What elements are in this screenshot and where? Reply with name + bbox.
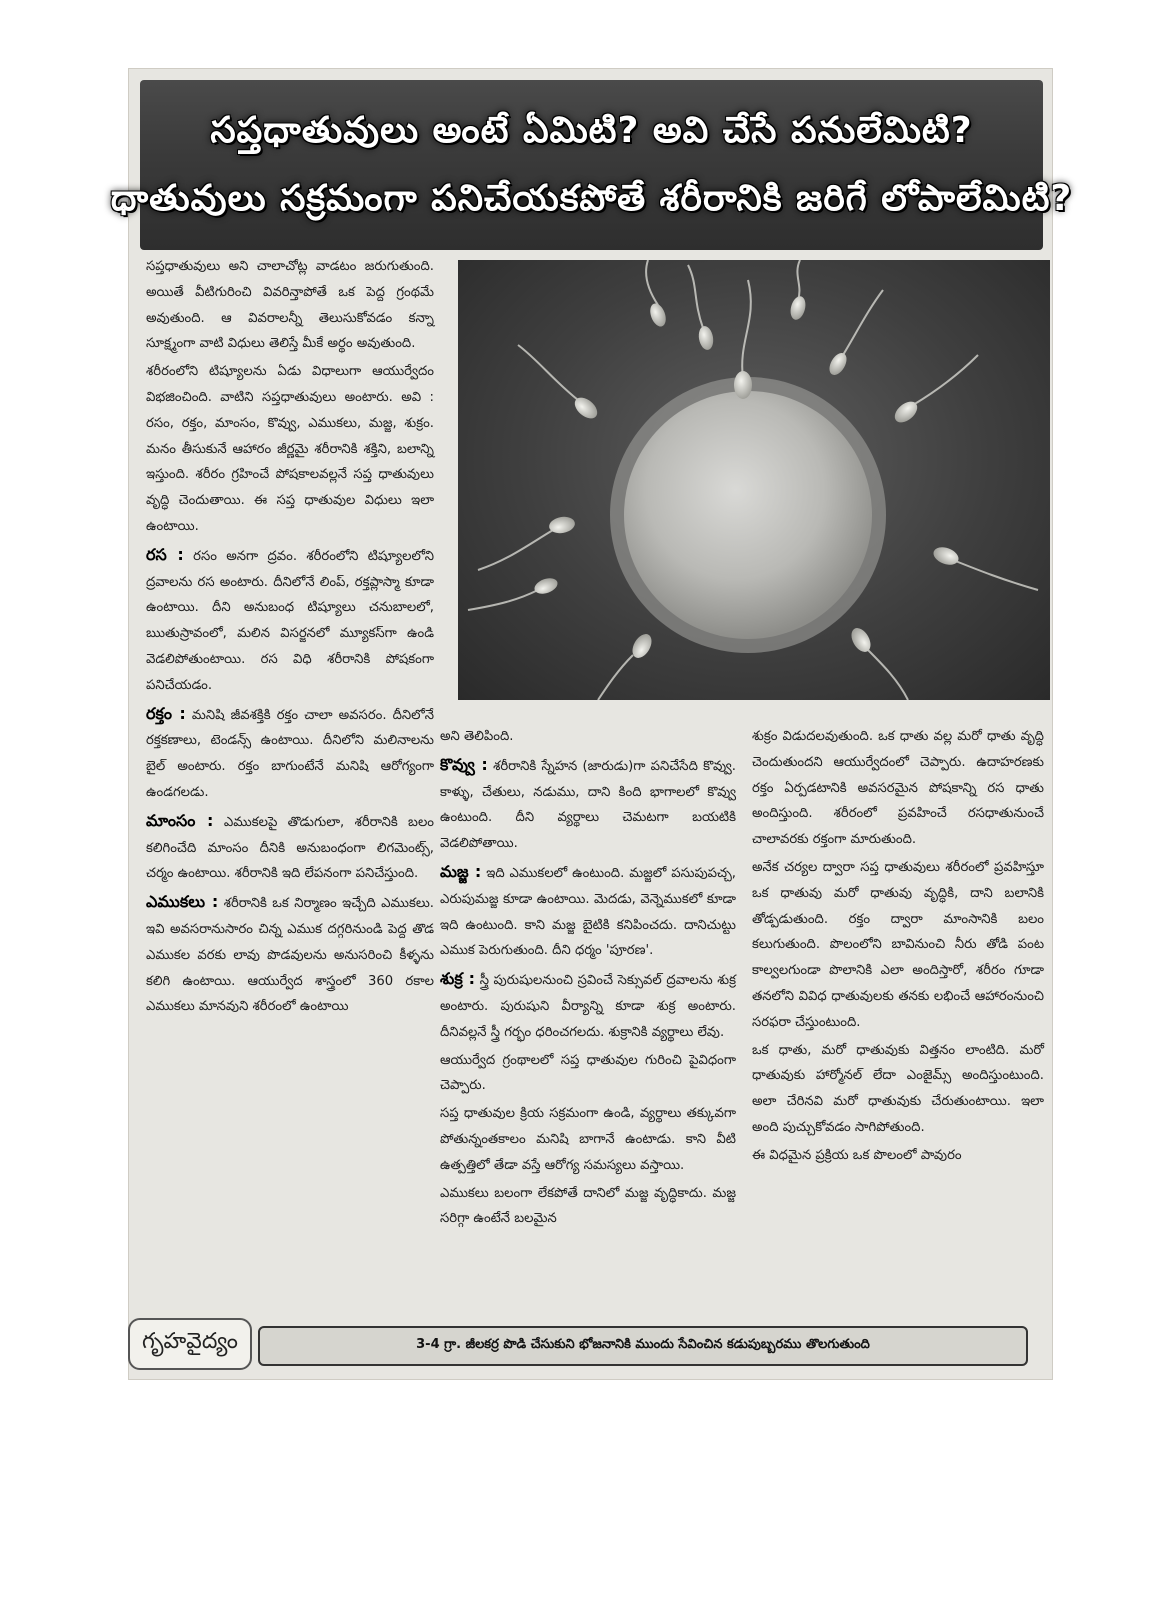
intro-paragraph: సప్తధాతువులు అని చాలాచోట్ల వాడటం జరుగుతుంది. అయితే వీటిగురించి వివరిన్తాపోతే ఒక పెద్ద గ్రంథమే అవుతుంది. ఆ వివరాలన్నీ తెలుసుకోవడం కన్నా సూక్ష్మంగా వాటి విధులు తెలిస్తే మీకే అర్థం అవుతుంది. (146, 259, 434, 352)
section-lead: కొవ్వు : (440, 754, 488, 774)
section-label: గృహవైద్యం (128, 1318, 252, 1370)
paragraph: శుక్రం విడుదలవుతుంది. ఒక ధాతు వల్ల మరో ధాతు వృద్ధి చెందుతుందని ఆయుర్వేదంలో చెప్పారు. ఉదాహరణకు రక్తం ఏర్పడటానికి అవసరమైన పోషకాన్ని రస ధాతు అందిస్తుంది. శరీరంలో ప్రవహించే రసధాతునుంచే చాలావరకు రక్తంగా మారుతుంది. (752, 729, 1044, 848)
article-column-3 (752, 724, 1044, 1171)
section-lead: రక్తం : (146, 703, 186, 723)
section-shukra (440, 966, 736, 1045)
section-text: ఎముకలపై తొడుగులా, శరీరానికి బలం కలిగించేది మాంసం దీనికి అనుబంధంగా లిగమెంట్స్, చర్మం ఉంటాయి. శరీరానికి ఇది లేపనంగా పనిచేస్తుంది. (146, 814, 434, 882)
section-rasa (146, 542, 434, 699)
section-lead: శుక్ర : (440, 969, 476, 989)
section-lead: రస : (146, 544, 184, 564)
paragraph: ఈ విధమైన ప్రక్రియ ఒక పొలంలో పావురం (752, 1147, 962, 1163)
egg-sperm-illustration (458, 260, 1050, 700)
section-text: రసం అనగా ద్రవం. శరీరంలోని టిష్యూలలోని ద్రవాలను రస అంటారు. దీనిలోనే లింప్, రక్తప్లాస్మా కూడా ఉంటాయి. దీని అనుబంధ టిష్యూలు చనుబాలలో, ఋతుస్రావంలో, మలిన విసర్జనలో మ్యూకస్‌గా ఉండి వెడలిపోతుంటాయి. రస విధి శరీరానికి పోషకంగా పనిచేయడం. (146, 548, 434, 693)
section-raktam (146, 701, 434, 806)
section-text: స్త్రీ పురుషులనుంచి స్రవించే సెక్సువల్ ద్రవాలను శుక్ర అంటారు. పురుషుని వీర్యాన్ని కూడా శుక్ర అంటారు. దీనివల్లనే స్త్రీ గర్భం ధరించగలదు. శుక్రానికి వ్యర్థాలు లేవు. (440, 973, 736, 1040)
article-column-1 (146, 254, 434, 1022)
article-column-2 (440, 724, 736, 1234)
paragraph: అనేక చర్యల ద్వారా సప్త ధాతువులు శరీరంలో ప్రవహిస్తూ ఒక ధాతువు మరో ధాతువు వృద్ధికి, దాని బలానికి తోడ్పడుతుంది. రక్తం ద్వారా మాంసానికి బలం కలుగుతుంది. పొలంలోని బావినుంచి నీరు తోడి పంట కాల్వలగుండా పొలానికి ఎలా అందిస్తారో, శరీరం గూడా తనలోని వివిధ ధాతువులకు తనకు లభించే ఆహారంనుంచి సరఫరా చేస్తుంటుంది. (752, 859, 1044, 1030)
egg-icon (624, 391, 872, 639)
section-emukalu (146, 889, 434, 1020)
section-lead: మాంసం : (146, 810, 214, 830)
paragraph: శరీరంలోని టిష్యూలను ఏడు విధాలుగా ఆయుర్వేదం విభజించింది. వాటిని సప్తధాతువులు అంటారు. అవి : రసం, రక్తం, మాంసం, కొవ్వు, ఎముకలు, మజ్జ, శుక్రం. మనం తీసుకునే ఆహారం జీర్ణమై శరీరానికి శక్తిని, బలాన్ని ఇస్తుంది. శరీరం గ్రహించే పోషకాలవల్లనే సప్త ధాతువులు వృద్ధి చెందుతాయి. ఈ సప్త ధాతువుల విధులు ఇలా ఉంటాయి. (146, 364, 434, 534)
paragraph: ఆయుర్వేద గ్రంథాలలో సప్త ధాతువుల గురించి పైవిధంగా చెప్పారు. (440, 1052, 736, 1094)
section-text: ఇది ఎముకలలో ఉంటుంది. మజ్జలో పసుపుపచ్చ, ఎరుపుమజ్జ కూడా ఉంటాయి. మెదడు, వెన్నెముకలో కూడా ఇది ఉంటుంది. కాని మజ్జ బైటికి కనిపించదు. దానిచుట్టు ఎముక పెరుగుతుంది. దీని ధర్మం 'పూరణ'. (440, 865, 736, 959)
section-majja (440, 859, 736, 964)
paragraph: అని తెలిపింది. (440, 729, 514, 744)
footer-strip (128, 1318, 1053, 1376)
paragraph: ఒక ధాతు, మరో ధాతువుకు విత్తనం లాంటిది. మరో ధాతువుకు హార్మోనల్ లేదా ఎంజైమ్స్ అందిస్తుంటుంది. అలా చేరినవి మరో ధాతువుకు చేరుతుంటాయి. ఇలా అంది పుచ్చుకోవడం సాగిపోతుంది. (752, 1042, 1044, 1135)
headline-line-1: సప్తధాతువులు అంటే ఏమిటి? అవి చేసే పనులేమిటి? (210, 110, 973, 151)
headline-banner (110, 80, 1073, 250)
egg-sperm-photo (458, 260, 1050, 700)
section-mamsam (146, 808, 434, 887)
headline-line-2: ధాతువులు సక్రమంగా పనిచేయకపోతే శరీరానికి జరిగే లోపాలేమిటి? (110, 178, 1073, 219)
newspaper-page (110, 68, 1073, 1380)
section-text: శరీరానికి స్నేహన (జారుడు)గా పనిచేసేది కొవ్వు. కాళ్ళు, చేతులు, నడుము, దాని కింది భాగాలలో కొవ్వు ఉంటుంది. దీని వ్యర్థాలు చెమటగా బయటికి వెడలిపోతాయి. (440, 758, 736, 852)
section-lead: మజ్జ : (440, 861, 482, 881)
paragraph: ఎముకలు బలంగా లేకపోతే దానిలో మజ్జ వృద్ధికాదు. మజ్జ సరిగ్గా ఉంటేనే బలమైన (440, 1185, 736, 1227)
paragraph: సప్త ధాతువుల క్రియ సక్రమంగా ఉండి, వ్యర్థాలు తక్కువగా పోతున్నంతకాలం మనిషి బాగానే ఉంటాడు. కాని వీటి ఉత్పత్తిలో తేడా వస్తే ఆరోగ్య సమస్యలు వస్తాయి. (440, 1106, 736, 1173)
section-kovvu (440, 752, 736, 857)
section-text: మనిషి జీవశక్తికి రక్తం చాలా అవసరం. దీనిలోనే రక్తకణాలు, టెండన్స్ ఉంటాయి. దీనిలోని మలినాలను బైల్ అంటారు. రక్తం బాగుంటేనే మనిషి ఆరోగ్యంగా ఉండగలడు. (146, 707, 434, 800)
health-tip: 3-4 గ్రా. జీలకర్ర పొడి చేసుకుని భోజనానికి ముందు సేవించిన కడుపుబ్బరము తొలగుతుంది (258, 1326, 1028, 1366)
section-lead: ఎముకలు : (146, 892, 219, 912)
section-text: శరీరానికి ఒక నిర్మాణం ఇచ్చేది ఎముకలు. ఇవి అవసరానుసారం చిన్న ఎముక దగ్గరినుండి పెద్ద తొడ ఎముకల వరకు లావు పొడవులను అనుసరించి కీళ్ళను కలిగి ఉంటాయి. ఆయుర్వేద శాస్త్రంలో 360 రకాల ఎముకలు మానవుని శరీరంలో ఉంటాయి (146, 896, 434, 1015)
